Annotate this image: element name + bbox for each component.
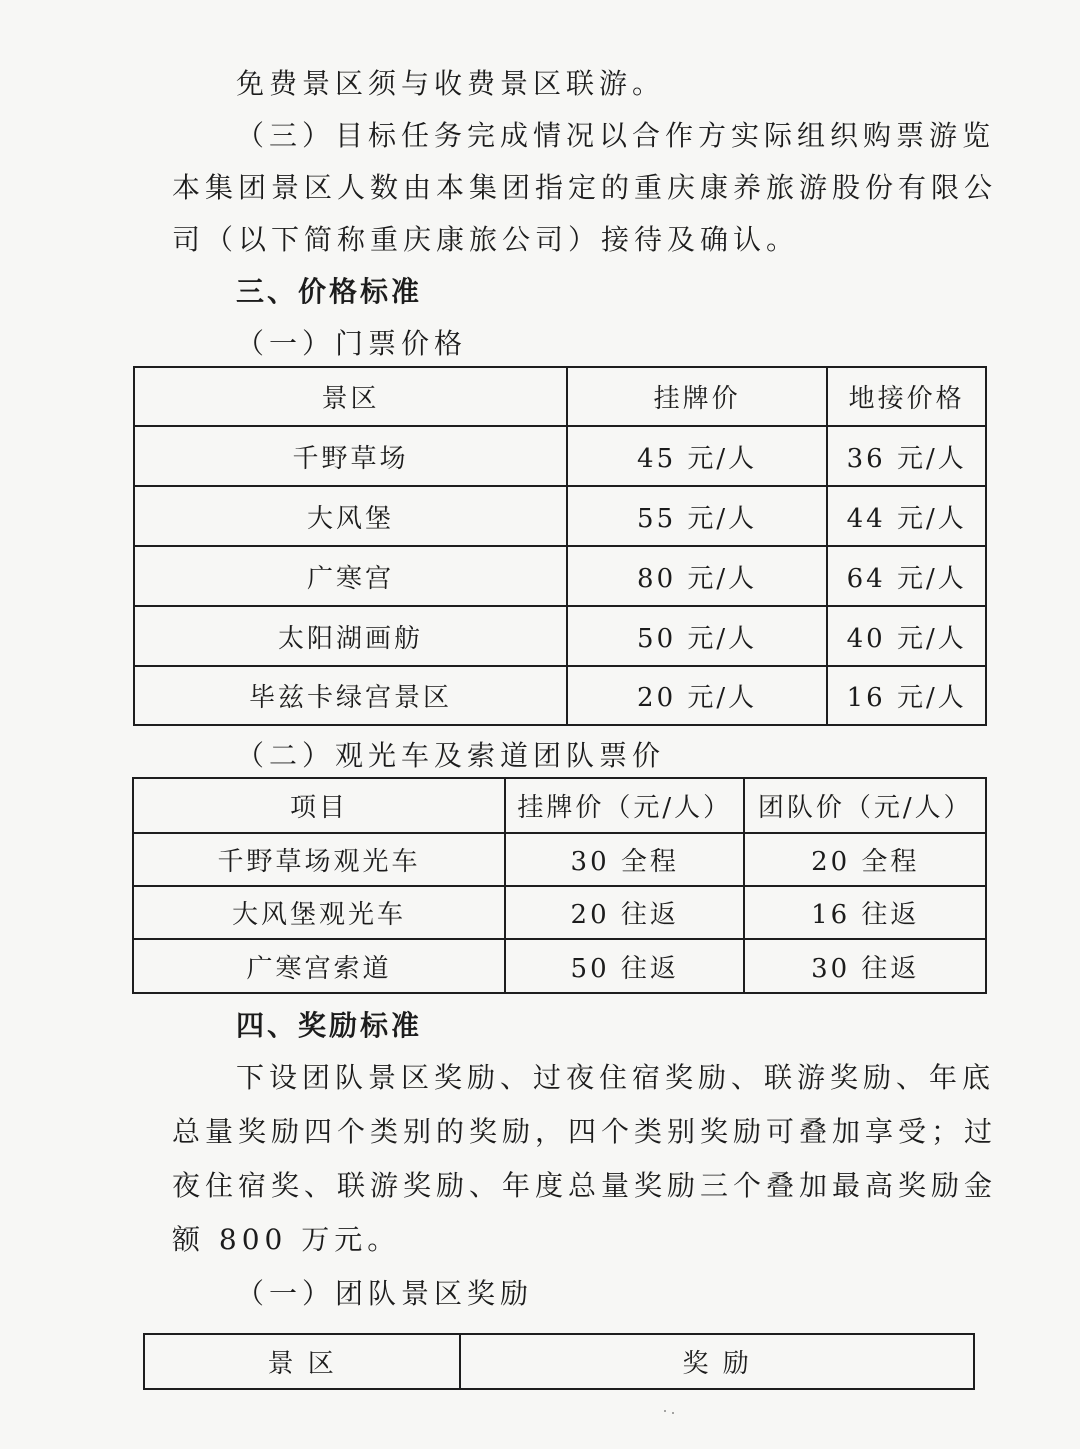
header-cell-reward: 奖 励 <box>460 1334 974 1389</box>
intro-line-2: （三）目标任务完成情况以合作方实际组织购票游览 <box>236 119 996 152</box>
reward-para-line-1: 下设团队景区奖励、过夜住宿奖励、联游奖励、年底 <box>236 1061 996 1094</box>
table-header-row <box>133 778 986 833</box>
reward-para-line-4: 额 800 万元。 <box>172 1223 401 1256</box>
vehicle-price-subtitle: （二）观光车及索道团队票价 <box>236 739 666 772</box>
scan-speck <box>664 1410 666 1412</box>
header-cell-listed-price: 挂牌价 <box>567 367 827 426</box>
table-cell: 30 全程 <box>505 833 745 886</box>
group-reward-subtitle: （一）团队景区奖励 <box>236 1277 534 1310</box>
table-cell: 大风堡 <box>134 486 567 546</box>
table-cell: 64 元/人 <box>827 546 986 606</box>
intro-line-4: 司（以下简称重庆康旅公司）接待及确认。 <box>172 223 800 256</box>
header-cell-scenic: 景 区 <box>144 1334 460 1389</box>
reward-para-line-3: 夜住宿奖、联游奖励、年度总量奖励三个叠加最高奖励金 <box>172 1169 998 1202</box>
scan-speck <box>672 1412 674 1414</box>
table-cell: 大风堡观光车 <box>133 886 505 939</box>
table-row <box>133 939 986 993</box>
table-cell: 千野草场 <box>134 426 567 486</box>
table-cell: 广寒宫索道 <box>133 939 505 993</box>
table-row <box>134 606 986 666</box>
header-cell-listed-price: 挂牌价（元/人） <box>505 778 745 833</box>
section-4-title: 四、奖励标准 <box>236 1009 423 1042</box>
table-cell: 45 元/人 <box>567 426 827 486</box>
intro-line-3: 本集团景区人数由本集团指定的重庆康养旅游股份有限公 <box>172 171 998 204</box>
vehicle-price-table <box>132 777 987 994</box>
table-cell: 40 元/人 <box>827 606 986 666</box>
header-cell-group-price: 团队价（元/人） <box>744 778 986 833</box>
header-cell-scenic: 景区 <box>134 367 567 426</box>
header-cell-item: 项目 <box>133 778 505 833</box>
table-cell: 毕兹卡绿宫景区 <box>134 666 567 725</box>
table-cell: 16 元/人 <box>827 666 986 725</box>
table-header-row <box>134 367 986 426</box>
table-cell: 50 元/人 <box>567 606 827 666</box>
intro-line-1: 免费景区须与收费景区联游。 <box>236 67 666 100</box>
ticket-price-subtitle: （一）门票价格 <box>236 327 468 360</box>
reward-para-line-2: 总量奖励四个类别的奖励，四个类别奖励可叠加享受；过 <box>172 1115 998 1148</box>
ticket-price-table <box>133 366 987 726</box>
table-cell: 36 元/人 <box>827 426 986 486</box>
table-row <box>133 833 986 886</box>
table-cell: 16 往返 <box>744 886 986 939</box>
table-cell: 太阳湖画舫 <box>134 606 567 666</box>
table-row <box>134 426 986 486</box>
table-cell: 20 往返 <box>505 886 745 939</box>
table-row <box>134 546 986 606</box>
table-header-row <box>144 1334 974 1389</box>
table-cell: 广寒宫 <box>134 546 567 606</box>
table-cell: 20 元/人 <box>567 666 827 725</box>
header-cell-local-price: 地接价格 <box>827 367 986 426</box>
section-3-title: 三、价格标准 <box>236 275 423 308</box>
table-cell: 千野草场观光车 <box>133 833 505 886</box>
table-cell: 44 元/人 <box>827 486 986 546</box>
table-row <box>134 486 986 546</box>
table-row <box>134 666 986 725</box>
table-cell: 50 往返 <box>505 939 745 993</box>
table-cell: 20 全程 <box>744 833 986 886</box>
table-cell: 30 往返 <box>744 939 986 993</box>
table-row <box>133 886 986 939</box>
table-cell: 80 元/人 <box>567 546 827 606</box>
table-cell: 55 元/人 <box>567 486 827 546</box>
group-reward-table <box>143 1333 975 1390</box>
